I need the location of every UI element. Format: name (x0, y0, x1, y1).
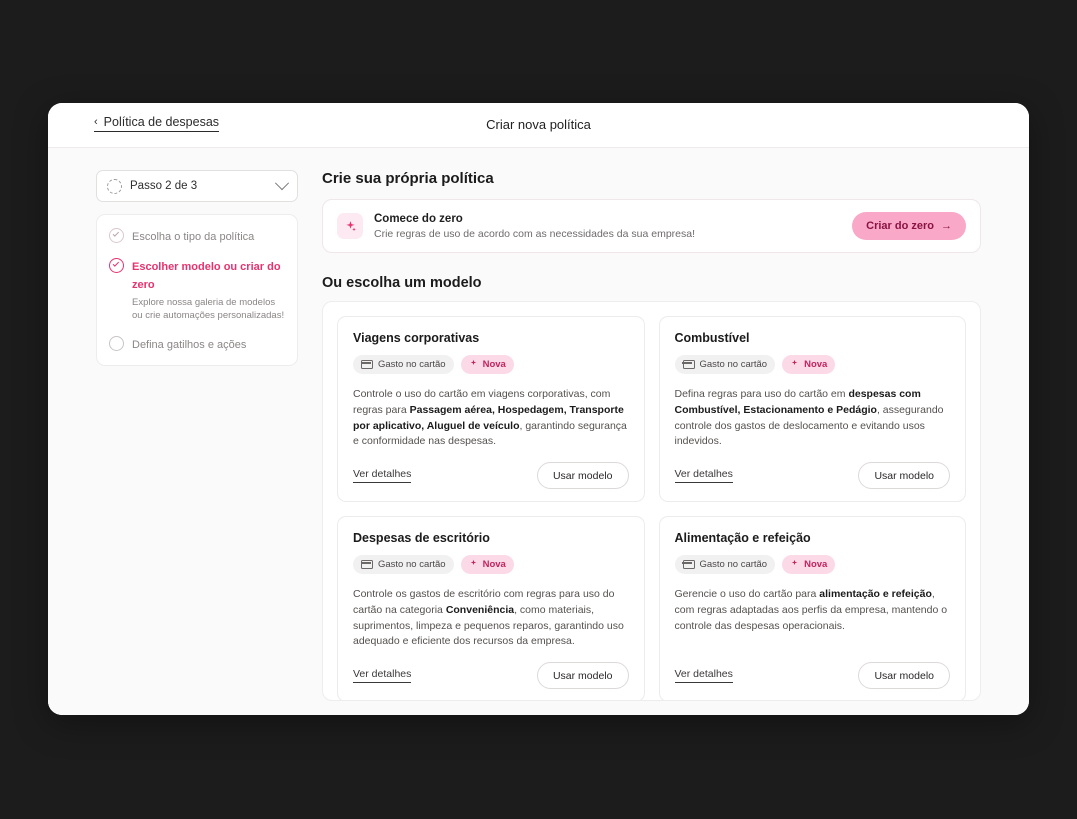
create-from-scratch-button[interactable] (852, 212, 966, 240)
template-tags (675, 355, 951, 374)
section-title-own-policy: Crie sua própria política (322, 170, 494, 187)
template-description: Gerencie o uso do cartão para alimentação e refeição, com regras adaptadas aos perfis da empresa, mantendo o controle das despesas operacionais. (674, 588, 948, 632)
step-item-template[interactable] (109, 257, 285, 323)
sparkle-small-icon (790, 559, 799, 571)
sparkle-icon (337, 213, 363, 239)
template-title: Viagens corporativas (353, 331, 480, 345)
template-tags (353, 355, 629, 374)
view-details-link[interactable]: Ver detalhes (353, 468, 411, 483)
step-selector[interactable] (96, 170, 298, 202)
template-description: Controle o uso do cartão em viagens corporativas, com regras para Passagem aérea, Hospedagem, Transporte por aplicativo, Aluguel de veículo, garantindo segurança e conformidade nas despesas. (353, 388, 627, 448)
scratch-subtitle: Crie regras de uso de acordo com as necessidades da sua empresa! (374, 227, 696, 240)
sidebar (48, 148, 298, 715)
tag-card-spend (675, 555, 776, 574)
template-title: Despesas de escritório (353, 531, 490, 545)
back-link-label: Política de despesas (103, 115, 220, 129)
create-from-scratch-label: Criar do zero (866, 220, 934, 232)
dashed-circle-icon (107, 179, 122, 194)
step-item-label: Defina gatilhos e ações (132, 338, 247, 351)
template-card[interactable] (659, 516, 967, 701)
view-details-link[interactable]: Ver detalhes (675, 668, 733, 683)
template-footer (675, 462, 951, 489)
chevron-left-icon: ‹ (94, 115, 98, 128)
tag-card-spend (353, 355, 454, 374)
template-footer (675, 662, 951, 689)
main-content (298, 148, 1029, 715)
template-tags (675, 555, 951, 574)
credit-card-icon (683, 360, 695, 370)
start-from-scratch-card[interactable] (322, 199, 981, 253)
tag-card-spend (353, 555, 454, 574)
tag-label: Nova (482, 559, 506, 570)
step-item-type[interactable] (109, 227, 285, 245)
top-bar (48, 103, 1029, 148)
tag-label: Nova (804, 559, 828, 570)
arrow-right-icon: → (941, 220, 952, 232)
app-window (48, 103, 1029, 715)
tag-label: Gasto no cartão (378, 359, 446, 370)
steps-list (96, 214, 298, 366)
template-tags (353, 555, 629, 574)
use-template-button[interactable]: Usar modelo (537, 662, 629, 689)
tag-label: Gasto no cartão (699, 559, 768, 570)
tag-new (461, 355, 514, 374)
template-card[interactable] (337, 516, 645, 701)
step-item-triggers[interactable] (109, 335, 285, 353)
step-item-description: Explore nossa galeria de modelos ou crie automações personalizadas! (132, 297, 285, 322)
tag-label: Gasto no cartão (699, 359, 768, 370)
check-circle-icon (109, 228, 124, 243)
window-body (48, 148, 1029, 715)
section-title-templates: Ou escolha um modelo (322, 275, 482, 291)
view-details-link[interactable]: Ver detalhes (353, 668, 411, 683)
template-card[interactable] (659, 316, 967, 502)
credit-card-icon (361, 560, 373, 570)
template-title: Combustível (674, 331, 750, 345)
tag-new (782, 555, 835, 574)
credit-card-icon (361, 360, 373, 370)
check-circle-active-icon (109, 258, 124, 273)
view-details-link[interactable]: Ver detalhes (675, 468, 733, 483)
template-grid (322, 301, 981, 701)
tag-new (782, 355, 835, 374)
credit-card-icon (683, 560, 695, 570)
sparkle-small-icon (469, 359, 478, 371)
template-footer (353, 462, 629, 489)
circle-icon (109, 336, 124, 351)
tag-label: Nova (804, 359, 828, 370)
tag-label: Nova (482, 359, 506, 370)
sparkle-small-icon (790, 359, 799, 371)
step-item-label: Escolha o tipo da política (132, 231, 255, 243)
step-item-label: Escolher modelo ou criar do zero (132, 261, 281, 291)
template-card[interactable] (337, 316, 645, 502)
template-description: Controle os gastos de escritório com regras para uso do cartão na categoria Conveniência, como materiais, suprimentos, limpeza e pequenos reparos, garantindo uso adequado e eficiente dos recursos da empresa. (353, 588, 624, 648)
step-selector-value: Passo 2 de 3 (130, 180, 198, 192)
scratch-title: Comece do zero (374, 212, 463, 225)
use-template-button[interactable]: Usar modelo (537, 462, 629, 489)
tag-new (461, 555, 514, 574)
template-title: Alimentação e refeição (674, 531, 811, 545)
chevron-down-icon (275, 176, 289, 190)
tag-card-spend (675, 355, 776, 374)
sparkle-small-icon (469, 559, 478, 571)
use-template-button[interactable]: Usar modelo (858, 662, 950, 689)
use-template-button[interactable]: Usar modelo (858, 462, 950, 489)
tag-label: Gasto no cartão (378, 559, 446, 570)
page-title: Criar nova política (486, 117, 591, 132)
template-description: Defina regras para uso do cartão em despesas com Combustível, Estacionamento e Pedágio, assegurando controle dos gastos de deslocamento e evitando usos indevidos. (674, 388, 944, 448)
template-footer (353, 662, 629, 689)
